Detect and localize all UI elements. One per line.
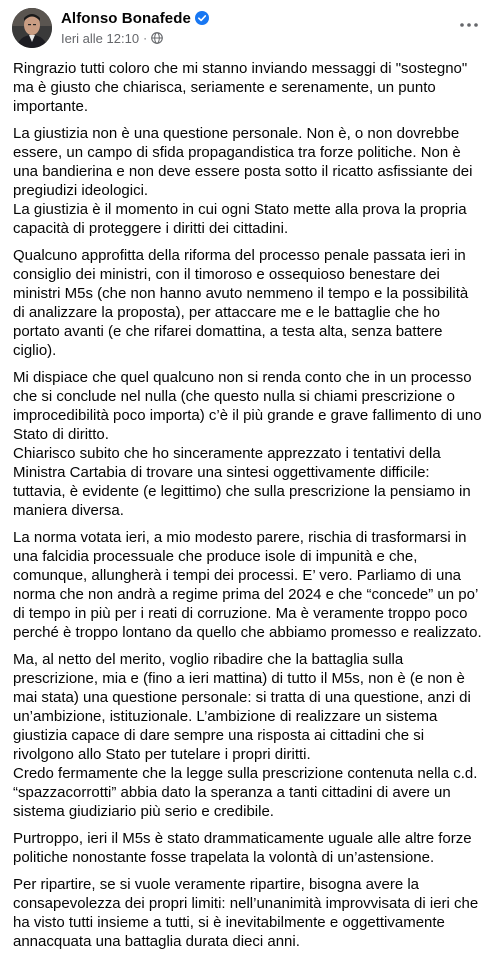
avatar-portrait-icon <box>12 8 52 48</box>
post-paragraph: Per ripartire, se si vuole veramente ripartire, bisogna avere la consapevolezza dei propri limiti: nell’unanimità improvvisata di ieri che ha visto tutti insieme a tutti, si è inevitabilmente e oggettivamente annacquata una battaglia durata dieci anni. <box>13 876 479 950</box>
post-paragraph: La giustizia non è una questione personale. Non è, o non dovrebbe essere, un campo di sfida propagandistica tra forze politiche. Non è una bandierina e non deve essere posta sotto il ricatto asfissiante dei pregiudizi ideologici. La giustizia è il momento in cui ogni Stato mette alla prova la propria capacità di proteggere i diritti dei cittadini. <box>13 125 473 237</box>
post-paragraph: Qualcuno approfitta della riforma del processo penale passata ieri in consiglio dei ministri, con il timoroso e ossequioso benestare dei ministri M5s (che non hanno avuto nemmeno il tempo e la possibilità di analizzare la proposta), per attaccare me e le battaglie che ho portato avanti (e che rifarei domattina, a testa alta, senza battere ciglio). <box>13 247 469 359</box>
post-paragraph: Ma, al netto del merito, voglio ribadire che la battaglia sulla prescrizione, mia e (fino a ieri mattina) di tutto il M5s, non è (e non è mai stata) una questione personale: si tratta di una questione, anzi di un’ambizione, istituzionale. L’ambizione di realizzare un sistema giustizia capace di dare sempre una risposta ai cittadini che si rivolgono allo Stato per tutelare i propri diritti. Credo fermamente che la legge sulla prescrizione contenuta nella c.d. “spazzacorrotti” abbia dato la speranza a tanti cittadini di avere un sistema giudiziario più serio e credibile. <box>13 651 478 820</box>
post-paragraph: Mi dispiace che quel qualcuno non si renda conto che in un processo che si conclude nel nulla (che questo nulla si chiami prescrizione o improcedibilità poco importa) c’è il più grande e grave fallimento di uno Stato di diritto. Chiarisco subito che ho sinceramente apprezzato i tentativi della Ministra Cartabia di trovare una sintesi oggettivamente difficile: tuttavia, è evidente (e legittimo) che sulla prescrizione la pensiamo in maniera diversa. <box>13 369 482 519</box>
more-options-button[interactable] <box>456 14 482 36</box>
meta-separator: · <box>143 31 148 45</box>
avatar[interactable] <box>12 8 52 48</box>
more-options-icon <box>460 23 478 27</box>
post-header <box>0 0 494 56</box>
author-name[interactable]: Alfonso Bonafede <box>61 9 191 27</box>
post-meta <box>61 30 209 46</box>
post-paragraph: Purtroppo, ieri il M5s è stato drammaticamente uguale alle altre forze politiche nonostante fosse trapelata la volontà di un’astensione. <box>13 830 472 866</box>
author-block <box>61 8 209 46</box>
post-body <box>13 59 483 959</box>
post-timestamp[interactable]: Ieri alle 12:10 <box>61 30 140 46</box>
post-paragraph: Ringrazio tutti coloro che mi stanno inviando messaggi di "sostegno" ma è giusto che chiarisca, seriamente e serenamente, un punto importante. <box>13 60 468 115</box>
verified-badge-icon <box>195 11 209 25</box>
post-paragraph: La norma votata ieri, a mio modesto parere, rischia di trasformarsi in una falcidia processuale che produce isole di impunità e che, comunque, allungherà i tempi dei processi. E’ vero. Parliamo di una norma che non andrà a regime prima del 2024 e che “concede” un po’ di tempo in più per i reati di corruzione. Ma è veramente troppo poco perché è troppo lontano da quello che abbiamo promesso e realizzato. <box>13 529 482 641</box>
globe-icon[interactable] <box>151 32 163 44</box>
